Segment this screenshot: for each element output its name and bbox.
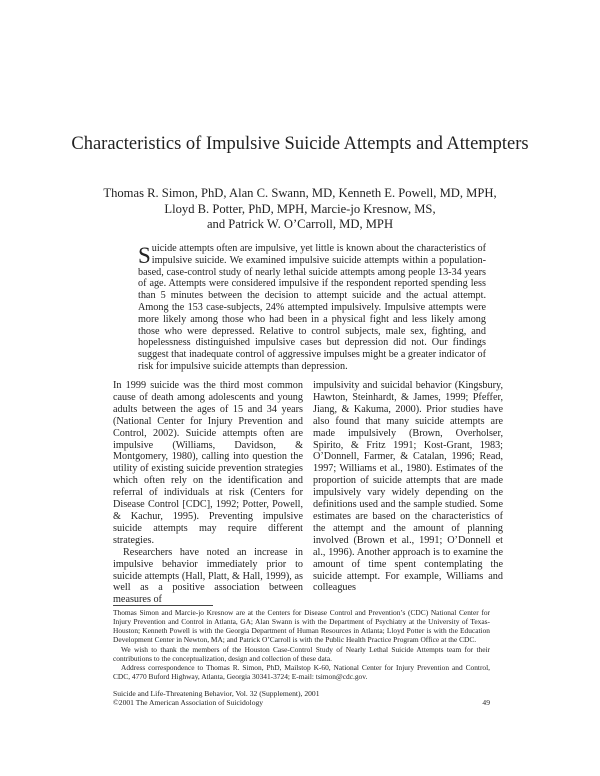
body-column-left [113,380,303,606]
abstract [138,243,486,373]
author-line: Lloyd B. Potter, PhD, MPH, Marcie-jo Kresnow, MS, [164,201,436,216]
journal-copyright-row [113,698,490,707]
journal-citation: Suicide and Life-Threatening Behavior, Vol. 32 (Supplement), 2001 [113,689,320,698]
author-line: and Patrick W. O’Carroll, MD, MPH [206,217,394,231]
footnote-affiliations: Thomas Simon and Marcie-jo Kresnow are at the Centers for Disease Control and Prevention’s (CDC) National Center for Injury Prevention and Control in Atlanta, GA; Alan Swann is with the Department of Psychiatry at the University of Texas-Houston; Kenneth Powell is with the Georgia Department of Human Resources in Atlanta; Lloyd Potter is with the Education Development Center in Newton, MA; and Patrick O’Carroll is with the Public Health Practice Program Office at the CDC. [113,608,490,645]
page-number: 49 [482,698,490,708]
body-paragraph: In 1999 suicide was the third most common cause of death among adolescents and young adults between the ages of 15 and 34 years (National Center for Injury Prevention and Control, 2002). Suicide attempts often are impulsive (Williams, Davidson, & Montgomery, 1980), calling into question the utility of existing suicide prevention strategies which often rely on the identification and referral of individuals at risk (Centers for Disease Control [CDC], 1992; Potter, Powell, & Kachur, 1995). Preventing impulsive suicide attempts may require different strategies. [113,380,303,546]
author-line: Thomas R. Simon, PhD, Alan C. Swann, MD, Kenneth E. Powell, MD, MPH, [103,186,497,200]
abstract-dropcap: S [138,243,151,268]
journal-copyright: ©2001 The American Association of Suicidology [113,698,264,708]
footnote-divider [113,605,213,606]
author-list [100,186,500,233]
footnotes [113,608,490,681]
journal-footer [113,689,490,708]
body-paragraph: impulsivity and suicidal behavior (Kingsbury, Hawton, Steinhardt, & James, 1999; Pfeffer, Jiang, & Kakuma, 2000). Prior studies have also found that many suicide attempts are made impulsively (Brown, Overholser, Spirito, & Fritz 1991; Kost-Grant, 1983; O’Donnell, Farmer, & Catalan, 1996; Read, 1997; Williams et al., 1980). Estimates of the proportion of suicide attempts that are made impulsively vary widely depending on the definitions used and the sample studied. Some estimates are based on the characteristics of the attempt and the amount of planning involved (Brown et al., 1991; O’Donnell et al., 1996). Another approach is to examine the amount of time spent contemplating the suicide attempt. For example, Williams and colleagues [313,380,503,594]
article-title: Characteristics of Impulsive Suicide Attempts and Attempters [71,134,529,154]
footnote-correspondence: Address correspondence to Thomas R. Simon, PhD, Mailstop K-60, National Center for Injury Prevention and Control, CDC, 4770 Buford Highway, Atlanta, Georgia 30341-3724; E-mail: tsimon@cdc.gov. [113,662,490,682]
body-paragraph: Researchers have noted an increase in impulsive behavior immediately prior to suicide attempts (Hall, Platt, & Hall, 1999), as well as a positive association between measures of [113,546,303,606]
abstract-text: uicide attempts often are impulsive, yet little is known about the characteristics of impulsive suicide. We examined impulsive suicide attempts within a population-based, case-control study of nearly lethal suicide attempts among people 13-34 years of age. Attempts were considered impulsive if the respondent reported spending less than 5 minutes between the decision to attempt suicide and the actual attempt. Among the 153 case-subjects, 24% attempted impulsively. Impulsive attempts were more likely among those who had been in a physical fight and less likely among those who were depressed. Relative to control subjects, male sex, fighting, and hopelessness distinguished impulsive cases but depression did not. Our findings suggest that inadequate control of aggressive impulses might be a greater indicator of risk for impulsive suicide attempts than depression. [138,243,486,372]
footnote-acknowledgments: We wish to thank the members of the Houston Case-Control Study of Nearly Lethal Suicide Attempts team for their contributions to the conceptualization, design and collection of these data. [113,644,490,663]
body-column-right [313,380,503,594]
